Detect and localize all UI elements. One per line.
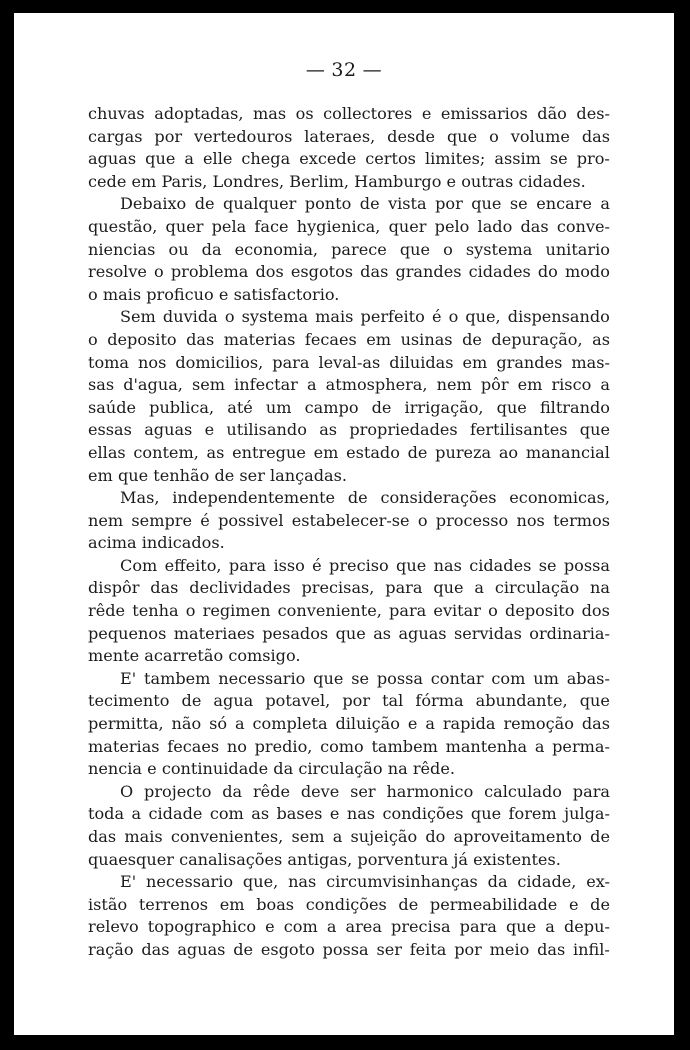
text-line: cede em Paris, Londres, Berlim, Hamburgo e outras cidades.	[88, 171, 586, 191]
text-line: chuvas adoptadas, mas os collectores e emissarios dão des-	[88, 104, 610, 123]
text-line: aguas que a elle chega excede certos limites; assim se pro-	[88, 149, 610, 169]
text-line: ellas contem, as entregue em estado de pureza ao manancial	[88, 442, 610, 462]
text-line: nencia e continuidade da circulação na rêde.	[88, 759, 456, 779]
page-number-dash-right: —	[362, 59, 383, 81]
text-line: saúde publica, até um campo de irrigação, que filtrando	[88, 397, 610, 417]
document-page	[14, 13, 674, 1035]
text-line: o deposito das materias fecaes em usinas de depuração, as	[88, 329, 610, 349]
text-line: relevo topographico e com a area precisa para que a depu-	[88, 917, 610, 937]
text-line: permitta, não só a completa diluição e a rapida remoção das	[88, 714, 610, 734]
page-number-header	[14, 59, 674, 81]
text-line: das mais convenientes, sem a sujeição do aproveitamento de	[88, 827, 610, 846]
text-line: materias fecaes no predio, como tambem mantenha a perma-	[88, 736, 610, 756]
text-line: O projecto da rêde deve ser harmonico calculado para	[120, 781, 610, 801]
text-line: pequenos materiaes pesados que as aguas servidas ordinaria-	[88, 623, 610, 643]
text-line: Sem duvida o systema mais perfeito é o que, dispensando	[120, 307, 610, 327]
text-line: o mais proficuo e satisfactorio.	[88, 284, 340, 304]
text-line: resolve o problema dos esgotos das grandes cidades do modo	[88, 262, 610, 282]
text-line: Mas, independentemente de considerações economicas,	[120, 488, 610, 508]
text-line: rêde tenha o regimen conveniente, para evitar o deposito dos	[88, 601, 610, 621]
text-line: sas d'agua, sem infectar a atmosphera, nem pôr em risco a	[88, 375, 610, 395]
text-line: niencias ou da economia, parece que o systema unitario	[88, 239, 610, 259]
body-text	[88, 103, 610, 962]
page-number: 32	[331, 59, 357, 81]
text-line: toda a cidade com as bases e nas condições que forem julga-	[88, 804, 610, 824]
text-line: E' tambem necessario que se possa contar com um abas-	[120, 668, 610, 688]
text-line: quaesquer canalisações antigas, porventura já existentes.	[88, 849, 561, 869]
text-line: istão terrenos em boas condições de permeabilidade e de	[88, 894, 610, 914]
text-line: tecimento de agua potavel, por tal fórma abundante, que	[88, 691, 610, 711]
page-number-dash-left: —	[305, 59, 326, 81]
text-line: dispôr das declividades precisas, para que a circulação na	[88, 578, 610, 598]
text-line: toma nos domicilios, para leval-as diluidas em grandes mas-	[88, 352, 610, 372]
text-line: em que tenhão de ser lançadas.	[88, 465, 348, 485]
text-line: Com effeito, para isso é preciso que nas cidades se possa	[120, 555, 610, 575]
text-line: questão, quer pela face hygienica, quer pelo lado das conve-	[88, 216, 610, 236]
text-line: cargas por vertedouros lateraes, desde que o volume das	[88, 126, 610, 146]
text-line: mente acarretão comsigo.	[88, 646, 301, 666]
text-line: ração das aguas de esgoto possa ser feita por meio das infil-	[88, 939, 610, 959]
text-line: essas aguas e utilisando as propriedades fertilisantes que	[88, 420, 610, 440]
text-line: E' necessario que, nas circumvisinhanças da cidade, ex-	[120, 872, 610, 892]
text-line: Debaixo de qualquer ponto de vista por que se encare a	[120, 194, 610, 214]
text-line: acima indicados.	[88, 533, 225, 553]
text-line: nem sempre é possivel estabelecer-se o processo nos termos	[88, 510, 610, 530]
